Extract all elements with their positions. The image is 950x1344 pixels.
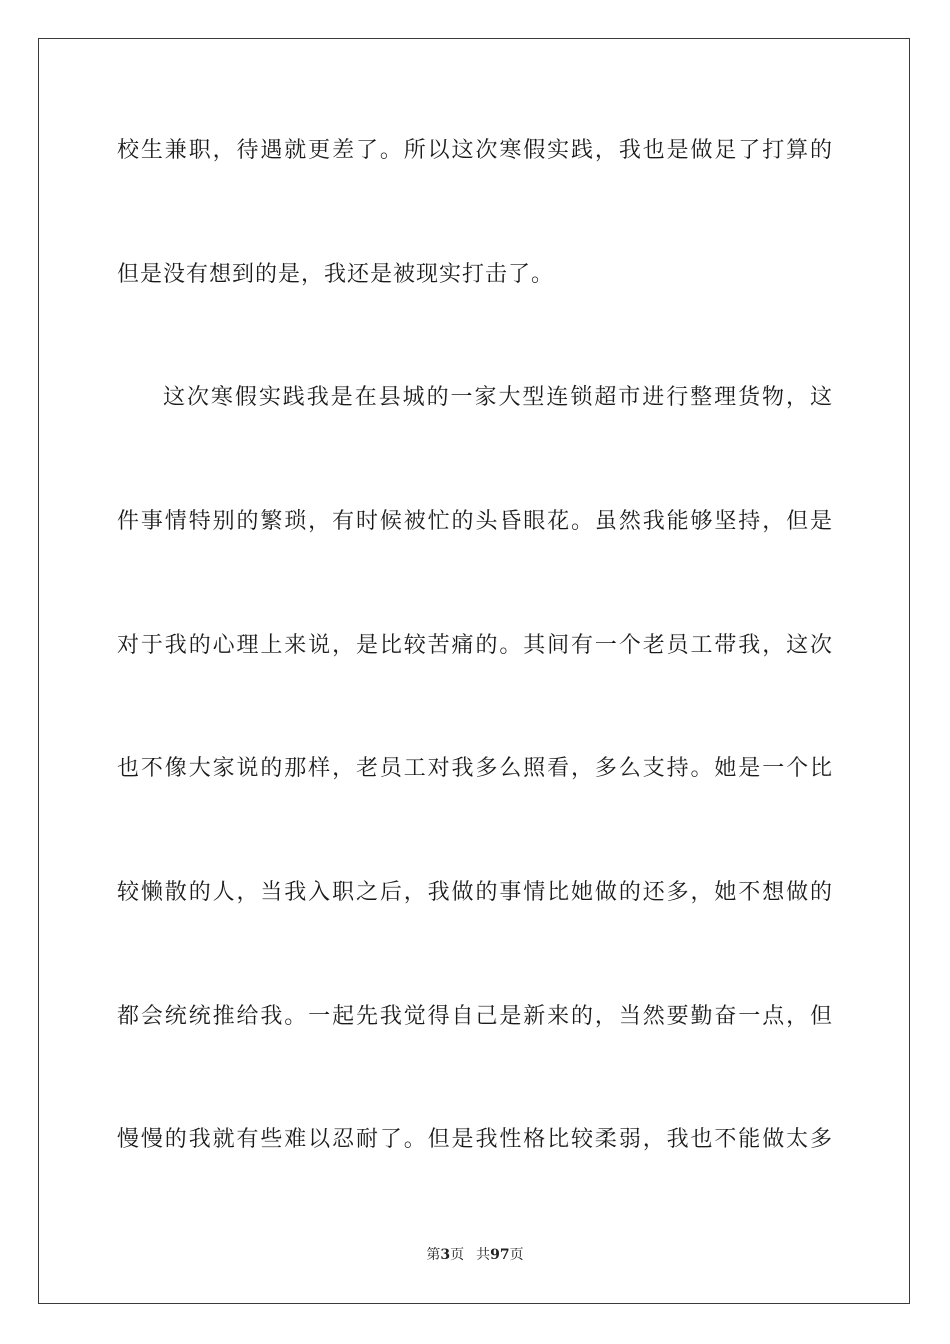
total-suffix: 页 [509, 1247, 524, 1263]
text-line-4: 件事情特别的繁琐，有时候被忙的头昏眼花。虽然我能够坚持，但是 [117, 509, 833, 534]
text-line-6: 也不像大家说的那样，老员工对我多么照看，多么支持。她是一个比 [117, 756, 833, 781]
page-prefix: 第 [426, 1247, 441, 1263]
page-border [38, 38, 910, 1304]
text-line-5: 对于我的心理上来说，是比较苦痛的。其间有一个老员工带我，这次 [117, 633, 833, 658]
page-number: 3 [440, 1247, 451, 1263]
text-line-1: 校生兼职，待遇就更差了。所以这次寒假实践，我也是做足了打算的 [117, 138, 833, 163]
page-footer [0, 1245, 950, 1265]
page-suffix: 页 [450, 1247, 465, 1263]
total-prefix: 共 [476, 1247, 491, 1263]
text-line-8: 都会统统推给我。一起先我觉得自己是新来的，当然要勤奋一点，但 [117, 1004, 833, 1029]
text-line-7: 较懒散的人，当我入职之后，我做的事情比她做的还多，她不想做的 [117, 880, 833, 905]
total-pages: 97 [490, 1247, 510, 1263]
text-line-2: 但是没有想到的是，我还是被现实打击了。 [117, 262, 555, 287]
text-line-3: 这次寒假实践我是在县城的一家大型连锁超市进行整理货物，这 [163, 385, 833, 410]
text-line-9: 慢慢的我就有些难以忍耐了。但是我性格比较柔弱，我也不能做太多 [117, 1127, 833, 1152]
